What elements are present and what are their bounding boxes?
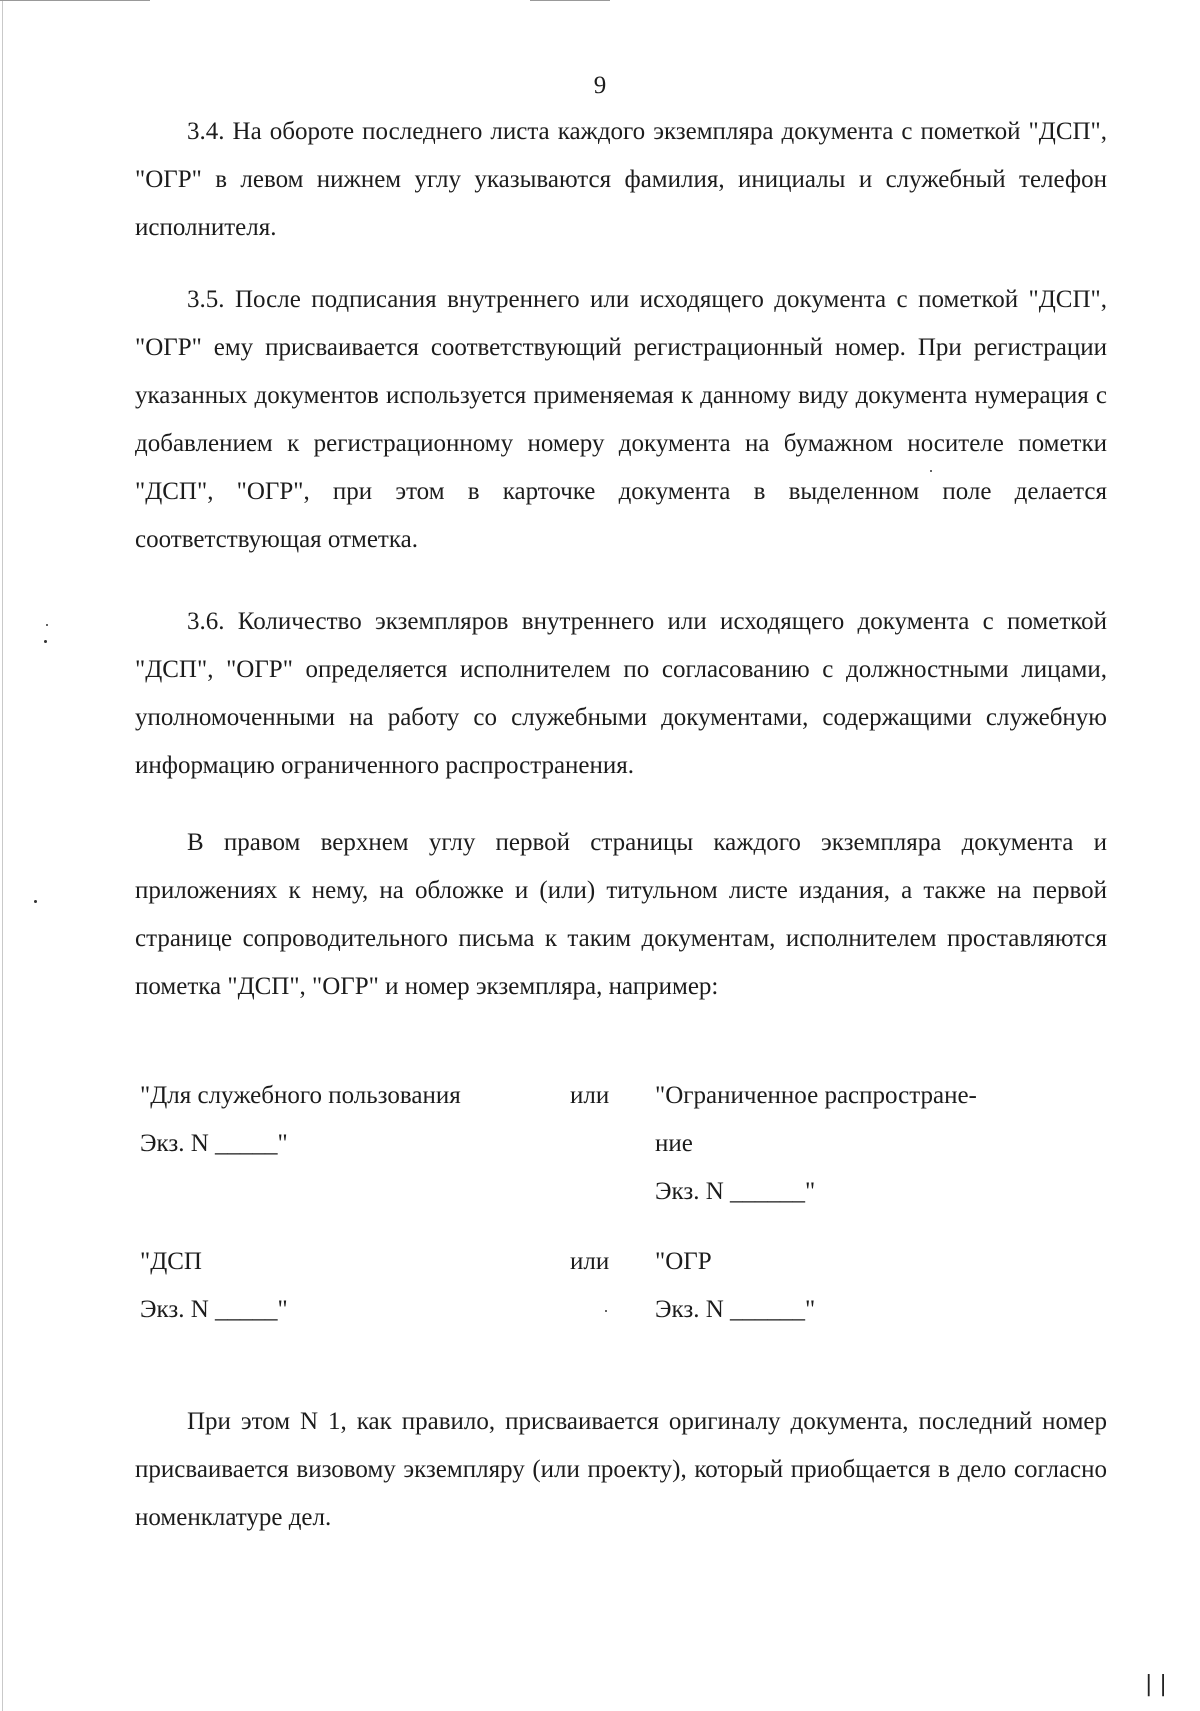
or-separator: или	[570, 1248, 610, 1275]
paragraph-copy-numbering: При этом N 1, как правило, присваивается оригиналу документа, последний номер присваивается визовому экземпляру (или проекту), который приобщается в дело согласно номенклатуре дел.	[135, 1408, 1107, 1531]
paragraph-marking-placement: В правом верхнем углу первой страницы каждого экземпляра документа и приложениях к нему, на обложке и (или) титульном листе издания, а также на первой странице сопроводительного письма к таким документам, исполнителем проставляются пометка "ДСП", "ОГР" и номер экземпляра, например:	[135, 829, 1107, 1000]
or-separator: или	[570, 1082, 610, 1109]
scan-corner-mark: | |	[1145, 1672, 1167, 1697]
marking-ogr-short-line1: "ОГР	[655, 1248, 712, 1275]
marking-ogr-short-copy-number: Экз. N ______"	[655, 1296, 816, 1323]
marking-ogr-full-line1: "Ограниченное распростране-	[655, 1082, 977, 1109]
paragraph-3-5: 3.5. После подписания внутреннего или исходящего документа с пометкой "ДСП", "ОГР" ему присваивается соответствующий регистрационный номер. При регистрации указанных документов используется применяемая к данному виду документа нумерация с добавлением к регистрационному номеру документа на бумажном носителе пометки "ДСП", "ОГР", при этом в карточке документа в выделенном поле делается соответствующая отметка.	[135, 286, 1107, 553]
scan-edge-line	[2, 0, 3, 1711]
scan-speck	[34, 900, 37, 903]
page-number: 9	[593, 72, 607, 99]
scan-top-edge	[530, 0, 610, 1]
marking-dsp-short-copy-number: Экз. N _____"	[140, 1296, 288, 1323]
scan-speck	[605, 1310, 607, 1312]
scan-speck	[930, 470, 932, 472]
marking-dsp-full-line1: "Для служебного пользования	[140, 1082, 461, 1109]
marking-dsp-full-copy-number: Экз. N _____"	[140, 1130, 288, 1157]
paragraph-3-4: 3.4. На обороте последнего листа каждого экземпляра документа с пометкой "ДСП", "ОГР" в левом нижнем углу указываются фамилия, инициалы и служебный телефон исполнителя.	[135, 118, 1107, 241]
marking-dsp-short-line1: "ДСП	[140, 1248, 202, 1275]
marking-ogr-full-line2: ние	[655, 1130, 693, 1157]
scan-speck	[46, 624, 48, 626]
marking-ogr-full-copy-number: Экз. N ______"	[655, 1178, 816, 1205]
scan-top-edge	[0, 0, 150, 1]
scan-speck	[44, 640, 47, 643]
paragraph-3-6: 3.6. Количество экземпляров внутреннего или исходящего документа с пометкой "ДСП", "ОГР" определяется исполнителем по согласованию с должностными лицами, уполномоченными на работу со служебными документами, содержащими служебную информацию ограниченного распространения.	[135, 608, 1107, 779]
